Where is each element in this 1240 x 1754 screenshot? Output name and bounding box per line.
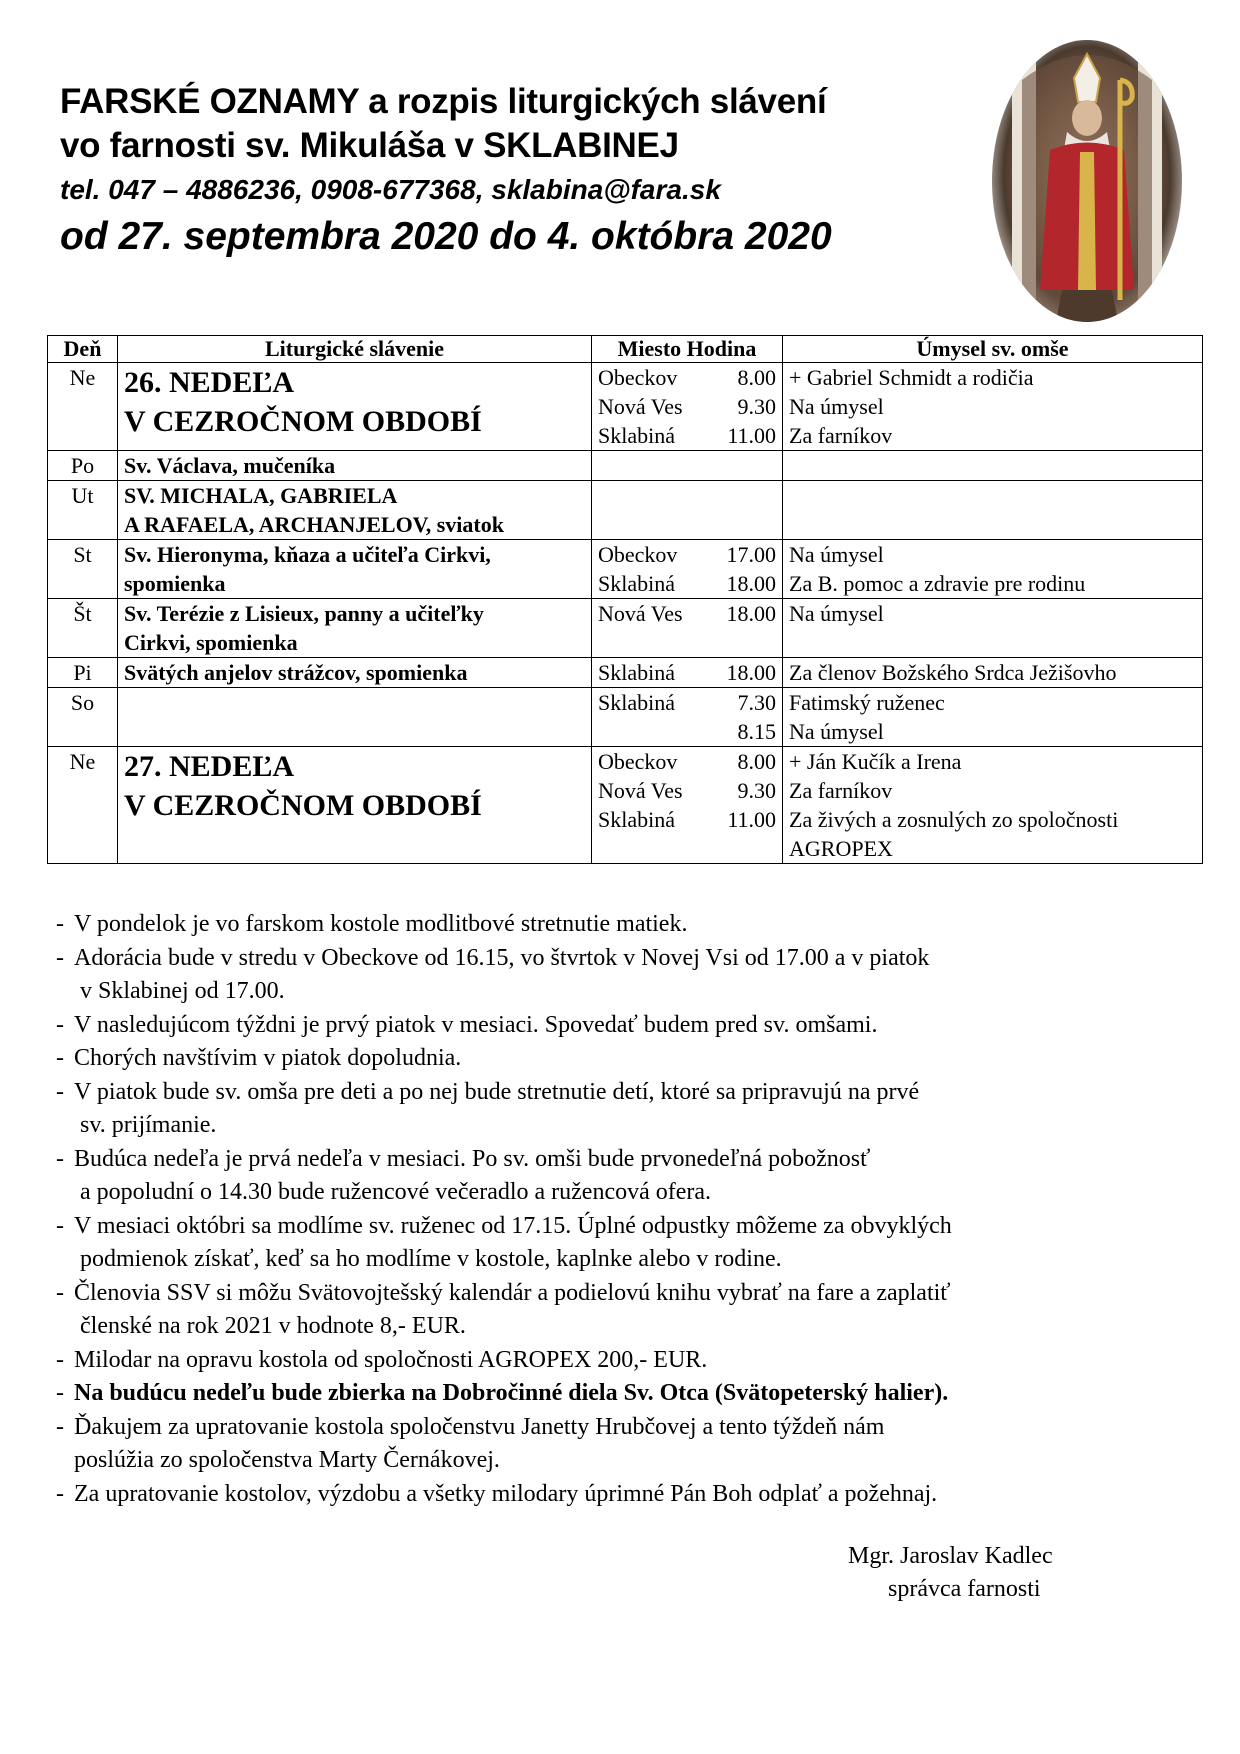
announcement-line: členské na rok 2021 v hodnote 8,- EUR.	[74, 1313, 466, 1339]
liturgy-cell	[118, 688, 592, 747]
intention-cell	[783, 540, 1203, 599]
intention-line: AGROPEX	[789, 836, 893, 861]
place-time-line	[598, 658, 776, 687]
place-time-cell	[592, 363, 783, 451]
table-row	[48, 688, 1203, 747]
place-name: Sklabiná	[598, 571, 675, 596]
announcement-item	[56, 1277, 1186, 1344]
day-cell: Ut	[48, 481, 118, 540]
announcements-list	[56, 908, 1186, 1511]
place-time-line	[598, 717, 776, 746]
announcement-line: Za upratovanie kostolov, výzdobu a všetky milodary úprimné Pán Boh odplať a požehnaj.	[74, 1480, 938, 1507]
mass-time: 8.00	[737, 365, 776, 390]
place-time-cell	[592, 658, 783, 688]
place-time-cell	[592, 688, 783, 747]
liturgy-line: V CEZROČNOM OBDOBÍ	[124, 789, 482, 822]
intention-cell	[783, 363, 1203, 451]
list-dash: -	[56, 1078, 64, 1105]
place-name: Nová Ves	[598, 601, 683, 626]
intention-line: Za B. pomoc a zdravie pre rodinu	[789, 571, 1086, 596]
intention-cell	[783, 599, 1203, 658]
liturgy-cell	[118, 451, 592, 481]
place-name: Obeckov	[598, 365, 678, 390]
announcement-text	[74, 1344, 1186, 1378]
intention-line: Za farníkov	[789, 778, 893, 803]
header-liturgy: Liturgické slávenie	[118, 336, 592, 363]
table-row	[48, 451, 1203, 481]
table-row	[48, 599, 1203, 658]
liturgy-line: Svätých anjelov strážcov, spomienka	[124, 660, 468, 685]
announcement-item	[56, 908, 1186, 942]
day-cell: Pi	[48, 658, 118, 688]
announcement-item	[56, 1143, 1186, 1210]
list-dash: -	[56, 1346, 64, 1373]
table-row	[48, 747, 1203, 864]
announcement-text	[74, 1411, 1186, 1478]
date-range: od 27. septembra 2020 do 4. októbra 2020	[60, 215, 832, 258]
liturgy-line: 27. NEDEĽA	[124, 750, 295, 783]
place-time-cell	[592, 451, 783, 481]
place-name: Sklabiná	[598, 660, 675, 685]
announcement-line: Členovia SSV si môžu Svätovojtešský kalendár a podielovú knihu vybrať na fare a zaplatiť	[74, 1279, 951, 1306]
place-time-line	[598, 747, 776, 776]
title-line-1: FARSKÉ OZNAMY a rozpis liturgických slávení	[60, 82, 827, 121]
place-name: Nová Ves	[598, 394, 683, 419]
list-dash: -	[56, 1212, 64, 1239]
mass-time: 18.00	[726, 601, 776, 626]
intention-line: Za farníkov	[789, 423, 893, 448]
announcement-header	[60, 80, 960, 262]
liturgy-cell	[118, 599, 592, 658]
liturgy-line: spomienka	[124, 571, 226, 596]
liturgy-cell	[118, 363, 592, 451]
announcement-line: V pondelok je vo farskom kostole modlitbové stretnutie matiek.	[74, 911, 688, 937]
announcement-item	[56, 1042, 1186, 1076]
intention-cell	[783, 658, 1203, 688]
announcement-item	[56, 1377, 1186, 1411]
announcement-text	[74, 942, 1186, 1009]
place-time-line	[598, 540, 776, 569]
announcement-line: V piatok bude sv. omša pre deti a po nej bude stretnutie detí, ktoré sa pripravujú na prvé	[74, 1078, 920, 1105]
mass-time: 7.30	[737, 690, 776, 715]
saint-statue-photo-icon	[992, 40, 1182, 322]
header-place-time: Miesto Hodina	[592, 336, 783, 363]
liturgy-line: Sv. Terézie z Lisieux, panny a učiteľky	[124, 601, 484, 626]
list-dash: -	[56, 911, 64, 937]
list-dash: -	[56, 944, 64, 971]
place-time-cell	[592, 747, 783, 864]
header-intention: Úmysel sv. omše	[783, 336, 1203, 363]
announcement-line: sv. prijímanie.	[74, 1112, 217, 1138]
list-dash: -	[56, 1045, 64, 1071]
mass-time: 8.15	[737, 719, 776, 744]
intention-line: Na úmysel	[789, 719, 884, 744]
announcement-text	[74, 1143, 1186, 1210]
intention-cell	[783, 747, 1203, 864]
day-cell: So	[48, 688, 118, 747]
announcement-line: V mesiaci októbri sa modlíme sv. ruženec od 17.15. Úplné odpustky môžeme za obvyklých	[74, 1212, 952, 1239]
place-name: Obeckov	[598, 749, 678, 774]
table-header-row	[48, 336, 1203, 363]
place-time-line	[598, 363, 776, 392]
place-time-cell	[592, 540, 783, 599]
intention-line: Na úmysel	[789, 542, 884, 567]
schedule-body	[48, 363, 1203, 864]
place-time-line	[598, 569, 776, 598]
announcement-line: Ďakujem za upratovanie kostola spoločenstvu Janetty Hrubčovej a tento týždeň nám	[74, 1413, 885, 1440]
list-dash: -	[56, 1480, 64, 1507]
intention-line: Na úmysel	[789, 394, 884, 419]
announcement-line: poslúžia zo spoločenstva Marty Černákovej.	[74, 1447, 500, 1473]
announcement-text	[74, 908, 1186, 942]
announcement-line: Milodar na opravu kostola od spoločnosti AGROPEX 200,- EUR.	[74, 1346, 708, 1373]
liturgy-cell	[118, 540, 592, 599]
announcement-line: V nasledujúcom týždni je prvý piatok v mesiaci. Spovedať budem pred sv. omšami.	[74, 1011, 878, 1038]
announcement-line: Na budúcu nedeľu bude zbierka na Dobročinné diela Sv. Otca (Svätopeterský halier).	[74, 1380, 949, 1406]
mass-time: 9.30	[737, 394, 776, 419]
list-dash: -	[56, 1145, 64, 1172]
place-name: Sklabiná	[598, 423, 675, 448]
liturgy-line: Sv. Hieronyma, kňaza a učiteľa Cirkvi,	[124, 542, 491, 567]
announcement-text	[74, 1042, 1186, 1076]
announcement-text	[74, 1210, 1186, 1277]
header-day: Deň	[48, 336, 118, 363]
place-time-line	[598, 421, 776, 450]
announcement-line: Chorých navštívim v piatok dopoludnia.	[74, 1045, 462, 1071]
place-name: Obeckov	[598, 542, 678, 567]
announcement-item	[56, 1210, 1186, 1277]
announcement-line: podmienok získať, keď sa ho modlíme v kostole, kaplnke alebo v rodine.	[74, 1246, 782, 1272]
place-time-cell	[592, 599, 783, 658]
announcement-item	[56, 1009, 1186, 1043]
table-row	[48, 481, 1203, 540]
announcement-item	[56, 1478, 1186, 1512]
place-time-cell	[592, 481, 783, 540]
liturgy-cell	[118, 481, 592, 540]
announcement-line: v Sklabinej od 17.00.	[74, 978, 285, 1004]
announcement-text	[74, 1009, 1186, 1043]
place-time-line	[598, 688, 776, 717]
announcement-item	[56, 1076, 1186, 1143]
intention-line: Fatimský ruženec	[789, 690, 945, 715]
intention-cell	[783, 688, 1203, 747]
announcement-text	[74, 1377, 1186, 1411]
intention-line: + Ján Kučík a Irena	[789, 749, 962, 774]
mass-time: 18.00	[726, 571, 776, 596]
signature-role: správca farnosti	[888, 1576, 1041, 1602]
intention-line: Za členov Božského Srdca Ježišovho	[789, 660, 1117, 685]
mass-time: 9.30	[737, 778, 776, 803]
table-row	[48, 540, 1203, 599]
liturgy-cell	[118, 747, 592, 864]
table-row	[48, 363, 1203, 451]
list-dash: -	[56, 1279, 64, 1306]
announcement-line: a popoludní o 14.30 bude ružencové večeradlo a ružencová ofera.	[74, 1179, 712, 1205]
intention-line: + Gabriel Schmidt a rodičia	[789, 365, 1034, 390]
mass-time: 8.00	[737, 749, 776, 774]
announcement-item	[56, 1344, 1186, 1378]
announcement-line: Adorácia bude v stredu v Obeckove od 16.15, vo štvrtok v Novej Vsi od 17.00 a v piatok	[74, 944, 930, 971]
liturgy-line: SV. MICHALA, GABRIELA	[124, 483, 398, 508]
liturgy-line: Cirkvi, spomienka	[124, 630, 298, 655]
mass-time: 18.00	[726, 660, 776, 685]
intention-cell	[783, 451, 1203, 481]
place-time-line	[598, 805, 776, 834]
list-dash: -	[56, 1380, 64, 1406]
mass-time: 11.00	[727, 807, 776, 832]
liturgy-line: Sv. Václava, mučeníka	[124, 453, 336, 478]
place-name: Nová Ves	[598, 778, 683, 803]
title-line-2: vo farnosti sv. Mikuláša v SKLABINEJ	[60, 126, 679, 165]
announcement-item	[56, 942, 1186, 1009]
signature-name: Mgr. Jaroslav Kadlec	[848, 1543, 1053, 1569]
place-time-line	[598, 392, 776, 421]
announcement-text	[74, 1478, 1186, 1512]
mass-time: 17.00	[726, 542, 776, 567]
contact-line: tel. 047 – 4886236, 0908-677368, sklabina@fara.sk	[60, 174, 721, 205]
mass-time: 11.00	[727, 423, 776, 448]
announcement-text	[74, 1277, 1186, 1344]
place-name: Sklabiná	[598, 807, 675, 832]
list-dash: -	[56, 1011, 64, 1038]
place-time-line	[598, 776, 776, 805]
liturgy-line: 26. NEDEĽA	[124, 366, 295, 399]
liturgy-schedule-table	[47, 335, 1203, 864]
day-cell: Ne	[48, 363, 118, 451]
day-cell: Št	[48, 599, 118, 658]
signature-block	[848, 1540, 1053, 1606]
place-name: Sklabiná	[598, 690, 675, 715]
announcement-text	[74, 1076, 1186, 1143]
liturgy-line: A RAFAELA, ARCHANJELOV, sviatok	[124, 512, 504, 537]
intention-cell	[783, 481, 1203, 540]
day-cell: Po	[48, 451, 118, 481]
liturgy-line: V CEZROČNOM OBDOBÍ	[124, 405, 482, 438]
intention-line: Za živých a zosnulých zo spoločnosti	[789, 807, 1119, 832]
intention-line: Na úmysel	[789, 601, 884, 626]
announcement-line: Budúca nedeľa je prvá nedeľa v mesiaci. Po sv. omši bude prvonedeľná pobožnosť	[74, 1145, 871, 1172]
announcement-item	[56, 1411, 1186, 1478]
table-row	[48, 658, 1203, 688]
list-dash: -	[56, 1413, 64, 1440]
day-cell: St	[48, 540, 118, 599]
liturgy-cell	[118, 658, 592, 688]
day-cell: Ne	[48, 747, 118, 864]
place-time-line	[598, 599, 776, 628]
